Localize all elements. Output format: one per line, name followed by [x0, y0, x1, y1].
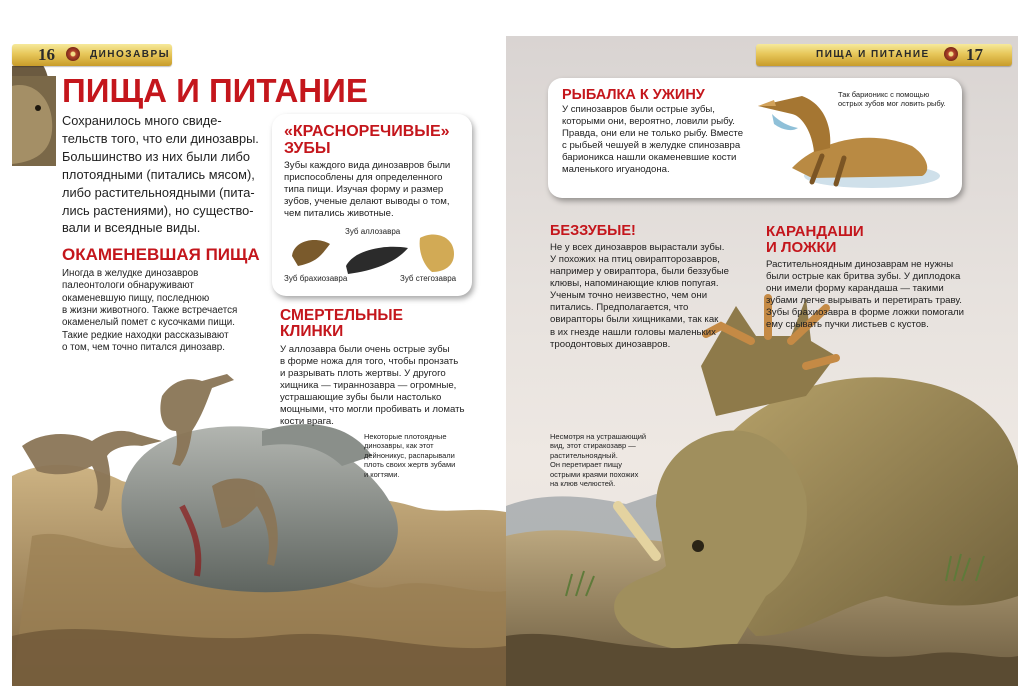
left-page-number: 16 [38, 45, 55, 64]
intro-text [62, 112, 259, 237]
baryonyx-caption-line: острых зубов мог ловить рыбу. [838, 99, 946, 109]
intro-line: Большинство из них были либо [62, 148, 250, 164]
fishing-text-line: У спинозавров были острые зубы, [562, 104, 715, 115]
dinosaur-head-thumbnail [12, 76, 56, 166]
page-title: ПИЩА И ПИТАНИЕ [62, 72, 368, 109]
styracosaurus-caption-line: растительноядный. [550, 450, 618, 460]
left-section-name: ДИНОЗАВРЫ [90, 49, 170, 60]
toothless-line: например у овираптора, были беззубые [550, 266, 729, 278]
intro-line: плотоядными (питались мясом), [62, 166, 255, 182]
deadly-blades-text [280, 344, 465, 429]
styracosaurus-caption-line: Несмотря на устрашающий [550, 432, 647, 441]
pencils-line: ему срывать пучки листьев с кустов. [766, 319, 929, 331]
compass-icon [66, 47, 80, 61]
stegosaurus-tooth-label: Зуб стегозавра [400, 274, 457, 283]
toothless-line: У похожих на птиц овирапторозавров, [550, 254, 720, 266]
fishing-text-line: Правда, они ели не только рыбу. Вместе [562, 128, 744, 140]
right-page-number: 17 [966, 45, 983, 64]
baryonyx-caption-line: Так барионикс с помощью [838, 90, 930, 99]
toothless-line: Не у всех динозавров вырастали зубы. [550, 242, 725, 253]
fossil-food-line: палеонтологи обнаруживают [62, 280, 194, 292]
stegosaurus-tooth-icon [420, 235, 454, 272]
deadly-blades-line: кости врага. [280, 416, 334, 428]
fossil-food-line: в жизни животного. Также встречается [62, 305, 238, 317]
deinonychus-caption-line: плоть своих жертв зубами [364, 460, 456, 470]
deadly-blades-title [280, 308, 403, 341]
allosaurus-tooth-label: Зуб аллозавра [345, 227, 401, 236]
toothless-line: клювы, напоминающие клюв попугая. [550, 278, 719, 290]
styracosaurus-caption-line: вид, этот стиракозавр — [550, 441, 636, 451]
fishing-card-title: РЫБАЛКА К УЖИНУ [562, 87, 705, 103]
deinonychus-caption-line: динозавры, как этот [364, 441, 434, 451]
toothless-title: БЕЗЗУБЫЕ! [550, 223, 636, 239]
teeth-text-line: приспособлены для определенного [284, 172, 443, 184]
deinonychus-caption [364, 432, 455, 479]
toothless-line: в их гнезде нашли головы маленьких [550, 326, 716, 338]
toothless-line: питались. Предполагается, что [550, 302, 689, 314]
pencils-line: зубами легче вырывать и перетирать траву. [766, 295, 962, 307]
styracosaurus-caption-line: на клюв челюстей. [550, 478, 616, 488]
intro-line: лись растениями), но существо- [62, 202, 254, 218]
fishing-text-line: барионикса нашли окаменевшие кости [562, 152, 737, 164]
fossil-food-line: Такие редкие находки рассказывают [62, 329, 229, 341]
fishing-card-text [562, 104, 743, 176]
toothless-line: Ученым точно неизвестно, чем они [550, 290, 708, 302]
teeth-text-line: чем питались животные. [284, 208, 394, 220]
allosaurus-tooth-icon [346, 247, 408, 274]
fossil-food-line: о том, чем точно питался динозавр. [62, 342, 225, 354]
fossil-food-title: ОКАМЕНЕВШАЯ ПИЩА [62, 245, 260, 264]
styracosaurus-caption-line: Он перетирает пищу [550, 460, 623, 470]
toothless-line: овирапторы были хищниками, так как [550, 314, 719, 326]
styracosaurus-caption [550, 432, 646, 488]
deinonychus-caption-line: Некоторые плотоядные [364, 432, 447, 441]
pencils-line: Растительноядным динозаврам не нужны [766, 259, 954, 270]
pencils-title [766, 224, 864, 256]
compass-icon [944, 47, 958, 61]
pencils-title-line: И ЛОЖКИ [766, 238, 837, 256]
intro-line: либо растительноядными (пита- [62, 184, 255, 200]
brachiosaurus-tooth-label: Зуб брахиозавра [284, 274, 348, 283]
teeth-title-line: ЗУБЫ [284, 139, 331, 157]
teeth-card-text [284, 160, 450, 220]
brachiosaurus-tooth-icon [292, 240, 330, 266]
fish-icon [772, 114, 798, 130]
deadly-blades-title-line: СМЕРТЕЛЬНЫЕ [280, 307, 403, 324]
teeth-title-line: «КРАСНОРЕЧИВЫЕ» [284, 123, 450, 140]
fossil-food-text [62, 268, 237, 354]
teeth-text-line: зубов, ученые делают выводы о том, [284, 196, 450, 208]
deadly-blades-line: и разрывать плоть жертвы. У другого [280, 368, 446, 380]
fossil-food-line: Иногда в желудке динозавров [62, 268, 199, 279]
pencils-text [766, 259, 964, 331]
toothless-line: троодонтовых динозавров. [550, 338, 671, 350]
deadly-blades-line: У аллозавра были очень острые зубы [280, 344, 450, 355]
pencils-line: были острые как бритва зубы. У диплодока [766, 271, 961, 283]
pencils-title-line: КАРАНДАШИ [766, 223, 864, 240]
intro-line: вали и всеядные виды. [62, 220, 201, 236]
right-section-name: ПИЩА И ПИТАНИЕ [816, 49, 930, 60]
styracosaurus-caption-line: острыми краями похожих [550, 469, 639, 479]
left-header-bar [12, 44, 172, 66]
pencils-line: Зубы брахиозавра в форме ложки помогали [766, 307, 965, 319]
pencils-line: они имели форму карандаша — такими [766, 283, 944, 295]
deadly-blades-line: в форме ножа для того, чтобы пронзать [280, 356, 459, 368]
deadly-blades-title-line: КЛИНКИ [280, 323, 344, 341]
teeth-card-title [284, 124, 450, 158]
fossil-food-line: окаменевшую пищу, последнюю [62, 292, 210, 304]
deadly-blades-line: устрашающие зубы были настолько [280, 392, 442, 404]
toothless-text [550, 242, 729, 351]
baryonyx-caption [838, 90, 946, 109]
fossil-food-line: окаменелый помет с кусочками пищи. [62, 317, 235, 329]
intro-line: Сохранилось много свиде- [62, 113, 222, 128]
fishing-text-line: маленького игуанодона. [562, 164, 670, 176]
deadly-blades-line: мощными, что могли пробивать и ломать [280, 404, 465, 416]
deadly-blades-line: хищника — тираннозавра — огромные, [280, 380, 457, 392]
intro-line: тельств того, что ели динозавры. [62, 130, 259, 146]
fishing-text-line: которыми они, вероятно, ловили рыбу. [562, 116, 735, 128]
teeth-text-line: Зубы каждого вида динозавров были [284, 160, 451, 171]
right-header-bar [756, 44, 1012, 66]
deinonychus-caption-line: дейноникус, распарывали [364, 450, 455, 460]
teeth-text-line: типа пищи. Изучая форму и размер [284, 184, 444, 196]
deinonychus-caption-line: и когтями. [364, 469, 400, 479]
fishing-text-line: с рыбьей чешуей в желудке спинозавра [562, 140, 741, 152]
